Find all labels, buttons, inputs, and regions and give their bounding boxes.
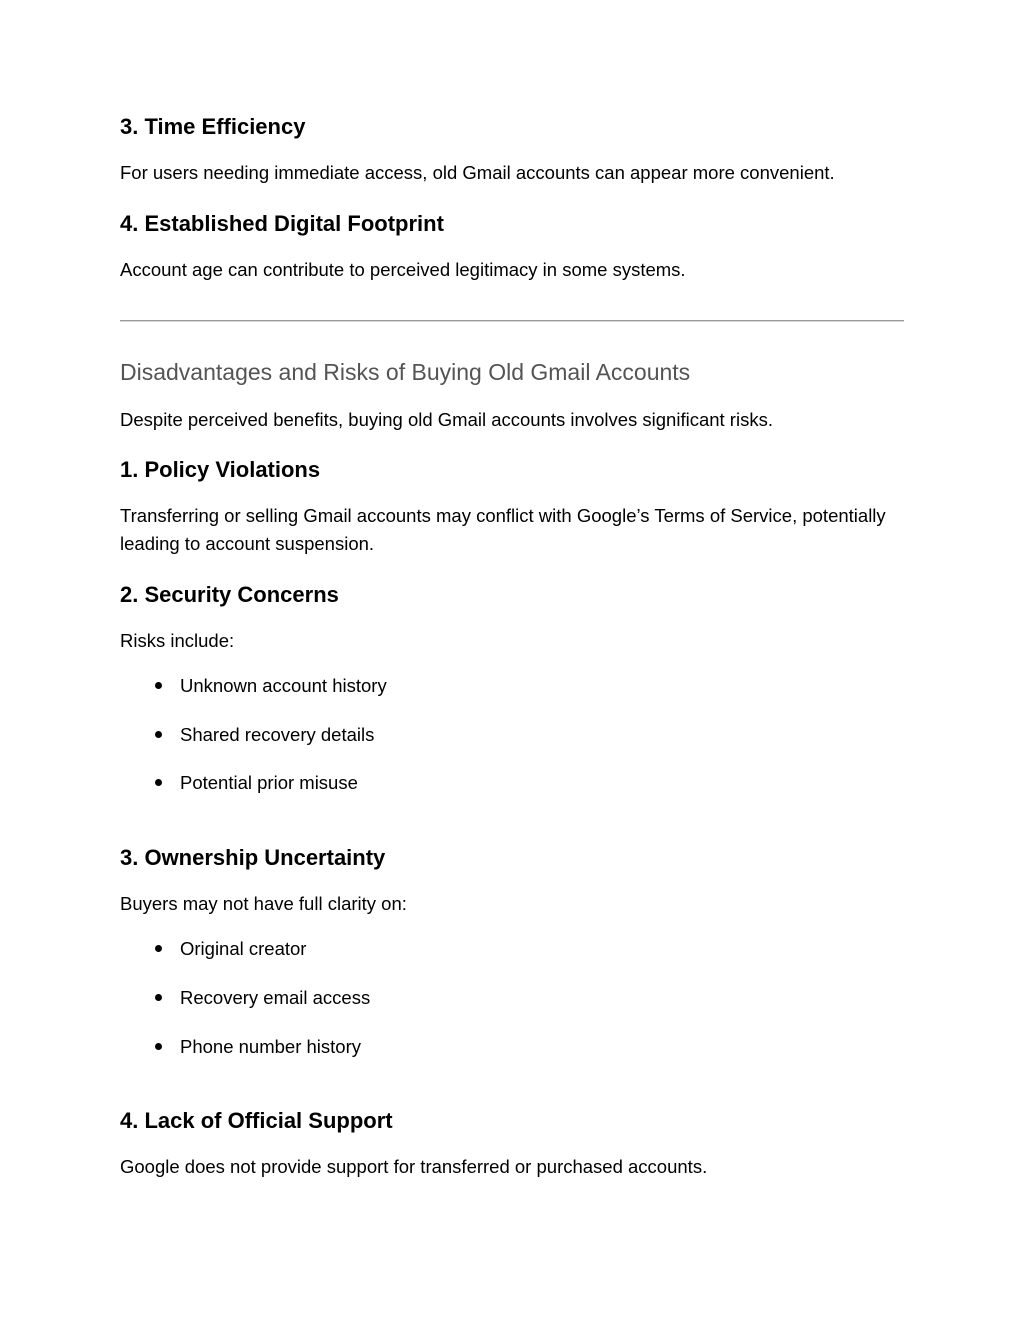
bullet-item bbox=[180, 935, 904, 963]
bullet-icon bbox=[155, 779, 162, 786]
bullet-icon bbox=[155, 1043, 162, 1050]
bullet-item-label: Shared recovery details bbox=[180, 723, 375, 745]
bullet-item bbox=[180, 984, 904, 1012]
bullet-icon bbox=[155, 682, 162, 689]
bullet-icon bbox=[155, 731, 162, 738]
ownership-uncertainty-list bbox=[120, 935, 904, 1060]
paragraph-digital-footprint: Account age can contribute to perceived legitimacy in some systems. bbox=[120, 258, 686, 280]
paragraph-time-efficiency: For users needing immediate access, old Gmail accounts can appear more convenient. bbox=[120, 162, 835, 183]
heading-ownership-uncertainty: 3. Ownership Uncertainty bbox=[120, 845, 386, 871]
security-concerns-list bbox=[120, 672, 904, 797]
heading-time-efficiency: 3. Time Efficiency bbox=[120, 114, 306, 139]
bullet-item bbox=[180, 721, 904, 749]
bullet-item-label: Phone number history bbox=[180, 1035, 361, 1057]
paragraph-policy-violations: Transferring or selling Gmail accounts may conflict with Google’s Terms of Service, potentially leading to account suspension. bbox=[120, 505, 886, 555]
paragraph-disadvantages-intro: Despite perceived benefits, buying old Gmail accounts involves significant risks. bbox=[120, 408, 773, 430]
paragraph-security-lead: Risks include: bbox=[120, 629, 235, 651]
heading-policy-violations: 1. Policy Violations bbox=[120, 457, 321, 483]
bullet-icon bbox=[155, 945, 162, 952]
bullet-item bbox=[180, 1033, 904, 1061]
bullet-item-label: Recovery email access bbox=[180, 986, 371, 1008]
bullet-icon bbox=[155, 994, 162, 1001]
bullet-item bbox=[180, 672, 904, 700]
heading-official-support: 4. Lack of Official Support bbox=[120, 1108, 393, 1134]
heading-digital-footprint: 4. Established Digital Footprint bbox=[120, 210, 444, 236]
bullet-item-label: Unknown account history bbox=[180, 674, 387, 696]
section-title-disadvantages: Disadvantages and Risks of Buying Old Gmail Accounts bbox=[120, 358, 691, 385]
bullet-item-label: Original creator bbox=[180, 937, 307, 959]
section-divider bbox=[120, 320, 904, 322]
bullet-item bbox=[180, 769, 904, 797]
heading-security-concerns: 2. Security Concerns bbox=[120, 581, 339, 607]
bullet-item-label: Potential prior misuse bbox=[180, 772, 358, 794]
paragraph-ownership-lead: Buyers may not have full clarity on: bbox=[120, 893, 407, 915]
paragraph-official-support: Google does not provide support for transferred or purchased accounts. bbox=[120, 1156, 708, 1178]
